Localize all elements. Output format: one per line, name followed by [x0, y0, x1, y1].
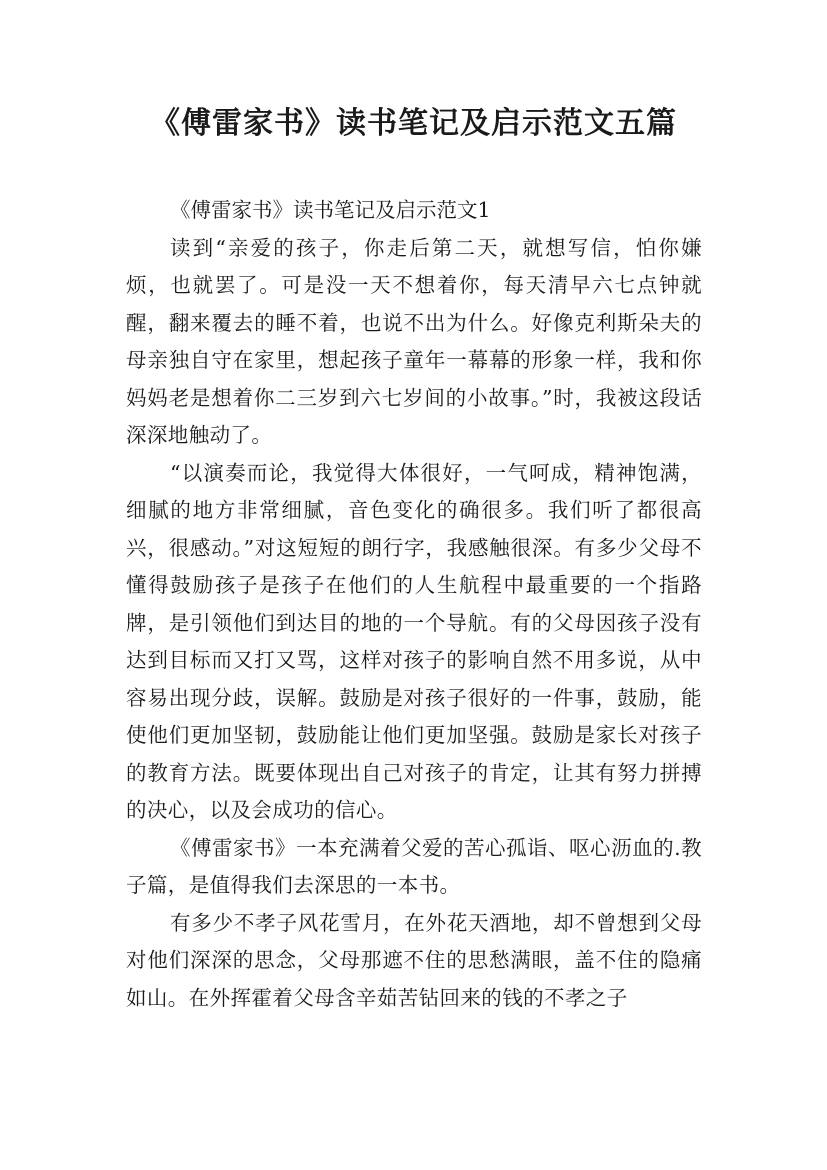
section-heading: 《傅雷家书》读书笔记及启示范文1 [170, 198, 491, 222]
paragraph-4: 有多少不孝子风花雪月，在外花天酒地，却不曾想到父母对他们深深的思念，父母那遮不住的思愁满眼，盖不住的隐痛如山。在外挥霍着父母含辛茹苦钻回来的钱的不孝之子 [126, 910, 702, 1010]
document-title: 《傅雷家书》读书笔记及启示范文五篇 [150, 106, 677, 141]
paragraph-3: 《傅雷家书》一本充满着父爱的苦心孤诣、呕心沥血的.教子篇，是值得我们去深思的一本书。 [126, 835, 702, 897]
paragraph-1: 读到“亲爱的孩子，你走后第二天，就想写信，怕你嫌烦，也就罢了。可是没一天不想着你，每天清早六七点钟就醒，翻来覆去的睡不着，也说不出为什么。好像克利斯朵夫的母亲独自守在家里，想起孩子童年一幕幕的形象一样，我和你妈妈老是想着你二三岁到六七岁间的小故事。”时，我被这段话深深地触动了。 [126, 235, 702, 447]
paragraph-2: “以演奏而论，我觉得大体很好，一气呵成，精神饱满，细腻的地方非常细腻，音色变化的确很多。我们听了都很高兴，很感动。”对这短短的朗行字，我感触很深。有多少父母不懂得鼓励孩子是孩子在他们的人生航程中最重要的一个指路牌，是引领他们到达目的地的一个导航。有的父母因孩子没有达到目标而又打又骂，这样对孩子的影响自然不用多说，从中容易出现分歧，误解。鼓励是对孩子很好的一件事，鼓励，能使他们更加坚韧，鼓励能让他们更加坚强。鼓励是家长对孩子的教育方法。既要体现出自己对孩子的肯定，让其有努力拼搏的决心，以及会成功的信心。 [126, 460, 702, 822]
document-body [126, 192, 702, 1017]
